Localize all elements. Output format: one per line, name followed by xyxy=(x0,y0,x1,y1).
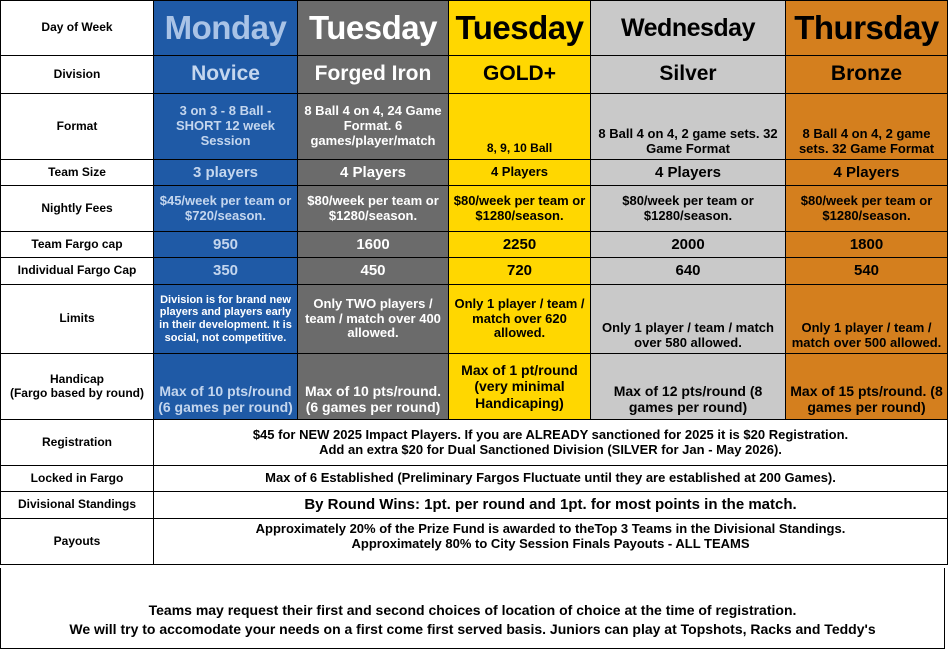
day-of-week-row xyxy=(1,1,948,56)
format-bronze: 8 Ball 4 on 4, 2 game sets. 32 Game Format xyxy=(786,94,948,160)
team-fargo-cap-row xyxy=(1,232,948,258)
handicap-label-line2: (Fargo based by round) xyxy=(9,385,144,400)
day-tuesday-gold: Tuesday xyxy=(449,1,591,56)
format-silver: 8 Ball 4 on 4, 2 game sets. 32 Game Format xyxy=(591,94,786,160)
row-label-individual-fargo-cap: Individual Fargo Cap xyxy=(1,258,154,285)
row-label-format: Format xyxy=(1,94,154,160)
day-tuesday-forged-iron: Tuesday xyxy=(298,1,449,56)
payouts-text xyxy=(154,519,948,565)
format-row xyxy=(1,94,948,160)
team-cap-novice: 950 xyxy=(154,232,298,258)
fees-silver: $80/week per team or $1280/season. xyxy=(591,186,786,232)
limits-forged-iron: Only TWO players / team / match over 400 allowed. xyxy=(298,285,449,354)
limits-novice: Division is for brand new players and players early in their development. It is social, not competitive. xyxy=(154,285,298,354)
fees-novice: $45/week per team or $720/season. xyxy=(154,186,298,232)
nightly-fees-row xyxy=(1,186,948,232)
team-size-gold-plus: 4 Players xyxy=(449,160,591,186)
individual-cap-gold-plus: 720 xyxy=(449,258,591,285)
row-label-nightly-fees: Nightly Fees xyxy=(1,186,154,232)
individual-cap-novice: 350 xyxy=(154,258,298,285)
registration-line2: Add an extra $20 for Dual Sanctioned Division (SILVER for Jan - May 2026). xyxy=(319,441,782,457)
handicap-label-line1: Handicap xyxy=(49,371,104,386)
registration-row xyxy=(1,420,948,466)
row-label-team-fargo-cap: Team Fargo cap xyxy=(1,232,154,258)
team-size-silver: 4 Players xyxy=(591,160,786,186)
individual-cap-silver: 640 xyxy=(591,258,786,285)
row-label-day: Day of Week xyxy=(1,1,154,56)
row-label-divisional-standings: Divisional Standings xyxy=(1,492,154,519)
row-label-registration: Registration xyxy=(1,420,154,466)
division-row xyxy=(1,56,948,94)
row-label-payouts: Payouts xyxy=(1,519,154,565)
location-note xyxy=(0,568,945,649)
handicap-novice: Max of 10 pts/round (6 games per round) xyxy=(154,354,298,420)
division-forged-iron: Forged Iron xyxy=(298,56,449,94)
handicap-gold-plus: Max of 1 pt/round (very minimal Handicaping) xyxy=(449,354,591,420)
team-cap-silver: 2000 xyxy=(591,232,786,258)
limits-silver: Only 1 player / team / match over 580 allowed. xyxy=(591,285,786,354)
team-cap-forged-iron: 1600 xyxy=(298,232,449,258)
limits-bronze: Only 1 player / team / match over 500 allowed. xyxy=(786,285,948,354)
location-note-line2: We will try to accomodate your needs on a first come first served basis. Juniors can play at Topshots, Racks and Teddy's xyxy=(69,620,876,637)
handicap-row xyxy=(1,354,948,420)
format-novice: 3 on 3 - 8 Ball - SHORT 12 week Session xyxy=(154,94,298,160)
team-size-row xyxy=(1,160,948,186)
registration-text xyxy=(154,420,948,466)
team-cap-bronze: 1800 xyxy=(786,232,948,258)
row-label-limits: Limits xyxy=(1,285,154,354)
team-size-bronze: 4 Players xyxy=(786,160,948,186)
payouts-line2: Approximately 80% to City Session Finals Payouts - ALL TEAMS xyxy=(351,535,750,551)
division-silver: Silver xyxy=(591,56,786,94)
fees-bronze: $80/week per team or $1280/season. xyxy=(786,186,948,232)
day-wednesday: Wednesday xyxy=(591,1,786,56)
divisional-standings-text: By Round Wins: 1pt. per round and 1pt. for most points in the match. xyxy=(154,492,948,519)
row-label-locked-in-fargo: Locked in Fargo xyxy=(1,466,154,492)
fees-forged-iron: $80/week per team or $1280/season. xyxy=(298,186,449,232)
individual-cap-bronze: 540 xyxy=(786,258,948,285)
division-novice: Novice xyxy=(154,56,298,94)
format-gold-plus: 8, 9, 10 Ball xyxy=(449,94,591,160)
payouts-line1: Approximately 20% of the Prize Fund is awarded to theTop 3 Teams in the Divisional Standings. xyxy=(255,521,846,536)
individual-fargo-cap-row xyxy=(1,258,948,285)
day-monday: Monday xyxy=(154,1,298,56)
handicap-silver: Max of 12 pts/round (8 games per round) xyxy=(591,354,786,420)
payouts-row xyxy=(1,519,948,565)
handicap-bronze: Max of 15 pts/round. (8 games per round) xyxy=(786,354,948,420)
limits-gold-plus: Only 1 player / team / match over 620 allowed. xyxy=(449,285,591,354)
locked-in-fargo-text: Max of 6 Established (Preliminary Fargos Fluctuate until they are established at 200 Games). xyxy=(154,466,948,492)
registration-line1: $45 for NEW 2025 Impact Players. If you are ALREADY sanctioned for 2025 it is $20 Registration. xyxy=(252,426,849,442)
team-size-novice: 3 players xyxy=(154,160,298,186)
team-size-forged-iron: 4 Players xyxy=(298,160,449,186)
division-bronze: Bronze xyxy=(786,56,948,94)
day-thursday: Thursday xyxy=(786,1,948,56)
division-gold-plus: GOLD+ xyxy=(449,56,591,94)
location-note-line1: Teams may request their first and second choices of location of choice at the time of registration. xyxy=(148,602,797,618)
individual-cap-forged-iron: 450 xyxy=(298,258,449,285)
handicap-forged-iron: Max of 10 pts/round. (6 games per round) xyxy=(298,354,449,420)
row-label-division: Division xyxy=(1,56,154,94)
row-label-handicap xyxy=(1,354,154,420)
fees-gold-plus: $80/week per team or $1280/season. xyxy=(449,186,591,232)
format-forged-iron: 8 Ball 4 on 4, 24 Game Format. 6 games/player/match xyxy=(298,94,449,160)
limits-row xyxy=(1,285,948,354)
row-label-team-size: Team Size xyxy=(1,160,154,186)
divisional-standings-row xyxy=(1,492,948,519)
team-cap-gold-plus: 2250 xyxy=(449,232,591,258)
locked-in-fargo-row xyxy=(1,466,948,492)
